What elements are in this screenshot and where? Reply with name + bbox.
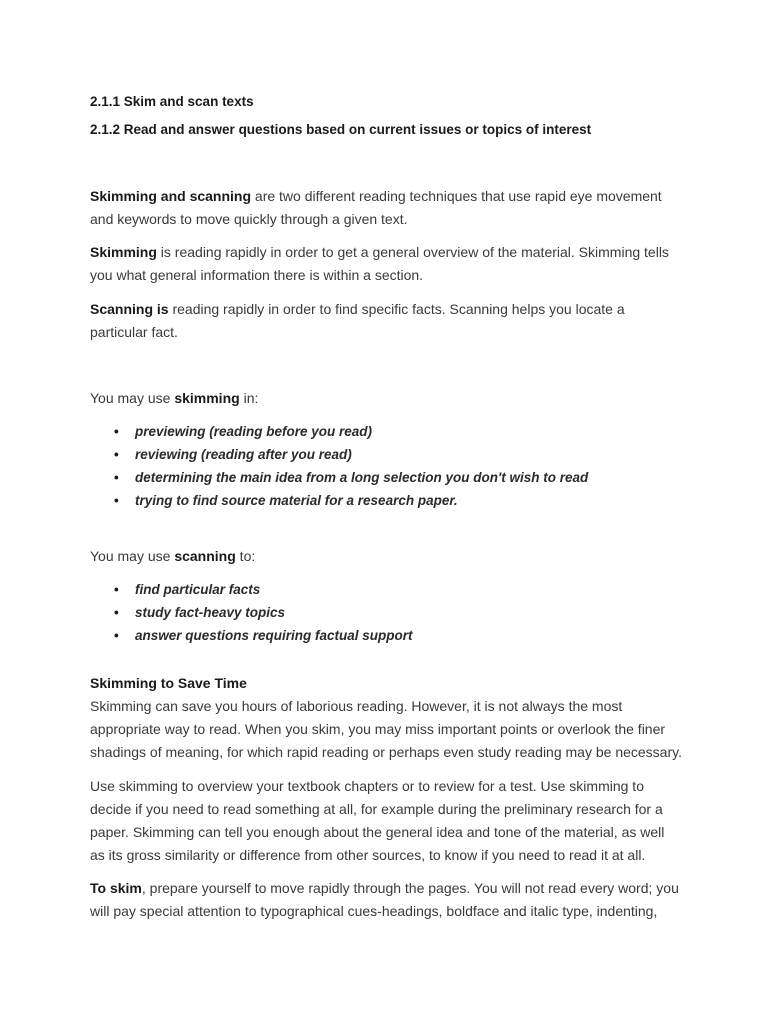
list-item-text: study fact-heavy topics	[135, 605, 286, 620]
list-item	[90, 624, 682, 647]
list-item	[90, 578, 682, 601]
list-item-text: determining the main idea from a long selection you don't wish to read	[135, 470, 589, 485]
lead-text: You may use	[90, 390, 175, 406]
subsection-title: Skimming to Save Time	[90, 675, 247, 691]
list-item	[90, 466, 682, 489]
section-heading-2-1-1: 2.1.1 Skim and scan texts	[90, 94, 254, 109]
list-item-text: previewing (reading before you read)	[135, 424, 373, 439]
intro-paragraph-1	[90, 185, 682, 231]
skimming-uses-list	[90, 420, 682, 512]
bullet-icon: •	[114, 470, 119, 485]
list-item-text: reviewing (reading after you read)	[135, 447, 352, 462]
bullet-icon: •	[114, 493, 119, 508]
lead-text-end: to:	[235, 548, 256, 564]
paragraph-text: , prepare yourself to move rapidly through the pages. You will not read every word; you will pay special attention to typographical cues-headings, boldface and italic type, indenting,	[90, 880, 679, 919]
term-scanning: Scanning is	[90, 301, 169, 317]
lead-term: scanning	[174, 548, 236, 564]
list-item	[90, 420, 682, 443]
term-skimming: Skimming	[90, 244, 157, 260]
list-item	[90, 601, 682, 624]
term-to-skim: To skim	[90, 880, 142, 896]
save-time-section	[90, 672, 682, 764]
term-skimming-and-scanning: Skimming and scanning	[90, 188, 252, 204]
list-item-text: answer questions requiring factual support	[135, 628, 413, 643]
intro-text-1: are two different reading techniques that use rapid eye movement and keywords to move quickly through a given text.	[90, 188, 662, 227]
intro-text-3: reading rapidly in order to find specific facts. Scanning helps you locate a particular fact.	[90, 301, 625, 340]
bullet-icon: •	[114, 605, 119, 620]
intro-paragraph-3	[90, 298, 682, 344]
save-time-paragraph-2	[90, 775, 682, 867]
list-item-text: trying to find source material for a research paper.	[135, 493, 458, 508]
save-time-paragraph-1: Skimming can save you hours of laborious reading. However, it is not always the most appropriate way to read. When you skim, you may miss important points or overlook the finer shadings of meaning, for which rapid reading or perhaps even study reading may be necessary.	[90, 698, 682, 760]
scanning-uses-list	[90, 578, 682, 647]
bullet-icon: •	[114, 582, 119, 597]
lead-term: skimming	[174, 390, 240, 406]
bullet-icon: •	[114, 424, 119, 439]
intro-paragraph-2	[90, 241, 682, 287]
lead-text-end: in:	[239, 390, 259, 406]
scanning-uses-lead	[90, 545, 682, 568]
paragraph-text: Use skimming to overview your textbook chapters or to review for a test. Use skimming to decide if you need to read something at all, for example during the preliminary research for a paper. Skimming can tell you enough about the general idea and tone of the material, as well as its gross similarity or difference from other sources, to know if you need to read it at all.	[90, 778, 665, 863]
bullet-icon: •	[114, 628, 119, 643]
lead-text: You may use	[90, 548, 175, 564]
section-heading-2-1-2: 2.1.2 Read and answer questions based on current issues or topics of interest	[90, 122, 592, 137]
intro-text-2: is reading rapidly in order to get a general overview of the material. Skimming tells you what general information there is within a section.	[90, 244, 669, 283]
list-item	[90, 443, 682, 466]
bullet-icon: •	[114, 447, 119, 462]
skimming-uses-lead	[90, 387, 682, 410]
list-item-text: find particular facts	[135, 582, 261, 597]
save-time-paragraph-3	[90, 877, 682, 923]
list-item	[90, 489, 682, 512]
